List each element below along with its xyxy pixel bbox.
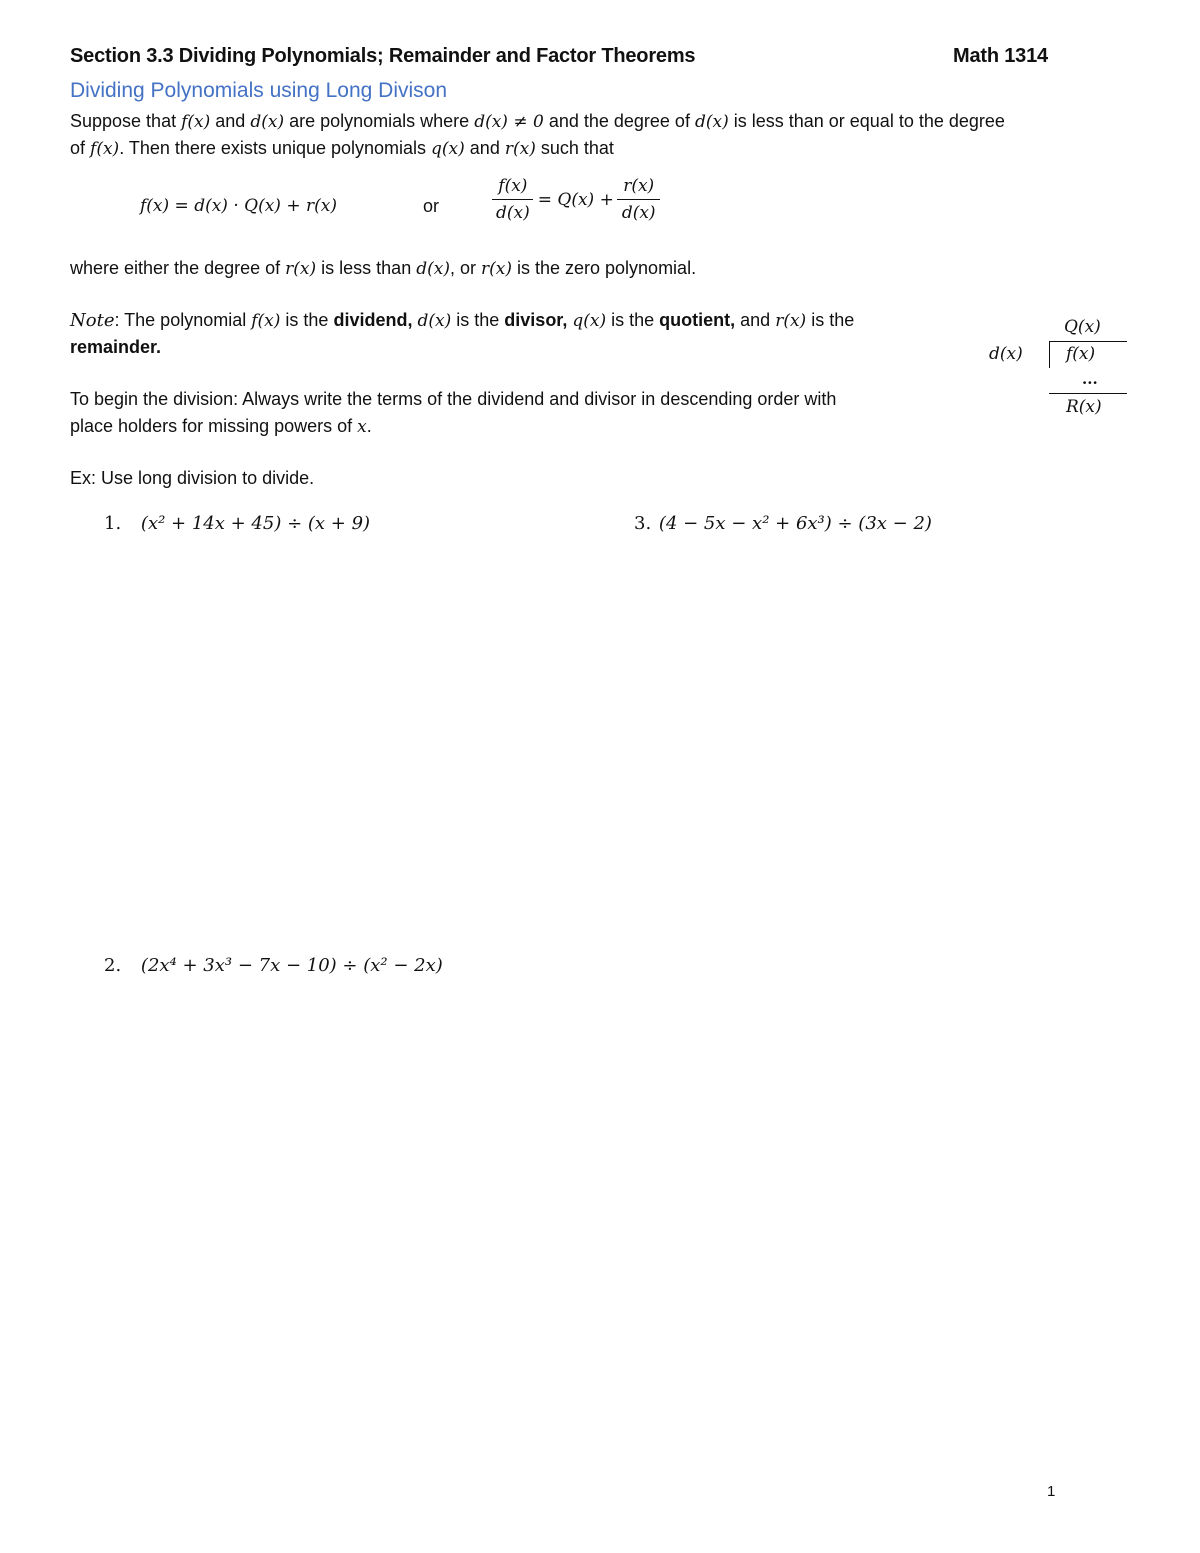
diagram-dots: ...: [1082, 370, 1098, 388]
math-r: r(x): [504, 139, 536, 159]
begin-text: place holders for missing powers of: [70, 416, 353, 436]
note-text: is the: [456, 310, 500, 330]
note-text: and: [740, 310, 771, 330]
where-text: where either the degree of: [70, 258, 281, 278]
math-r: r(x): [285, 259, 317, 279]
problem-number: 2.: [104, 955, 122, 976]
math-f: f(x): [251, 311, 281, 331]
note-text: is the: [285, 310, 329, 330]
term-divisor: divisor,: [504, 310, 568, 330]
where-text: is the zero polynomial.: [516, 258, 697, 278]
example-label: Ex: Use long division to divide.: [70, 468, 315, 488]
term-remainder: remainder.: [70, 337, 162, 357]
math-d: d(x): [250, 112, 285, 132]
problem-2: [104, 955, 443, 976]
fraction-equation: [490, 176, 662, 223]
intro-line-2: [70, 138, 614, 159]
note-label: Note: [70, 310, 115, 331]
division-equation: f(x) = d(x) · Q(x) + r(x): [140, 196, 337, 216]
math-x: x: [357, 417, 367, 437]
note-text: is the: [811, 310, 855, 330]
fraction-numerator: f(x): [492, 176, 533, 200]
math-r: r(x): [775, 311, 807, 331]
math-d: d(x): [416, 259, 450, 279]
intro-text: Suppose that: [70, 111, 177, 131]
where-line: [70, 258, 696, 279]
quotient-bar: [1049, 341, 1127, 342]
fraction-denominator: d(x): [496, 203, 530, 223]
intro-text: of: [70, 138, 86, 158]
where-text: , or: [449, 258, 476, 278]
remainder-bar: [1049, 393, 1127, 394]
intro-line-1: [70, 111, 1005, 132]
section-subtitle: Dividing Polynomials using Long Divison: [70, 79, 448, 102]
diagram-dividend: f(x): [1066, 344, 1096, 364]
math-d: d(x): [694, 112, 729, 132]
problem-number: 1.: [104, 513, 122, 534]
intro-text: is less than or equal to the degree: [733, 111, 1005, 131]
math-f: f(x): [181, 112, 211, 132]
term-dividend: dividend,: [333, 310, 413, 330]
math-condition: d(x) ≠ 0: [474, 112, 544, 132]
fraction-denominator: d(x): [621, 203, 656, 223]
math-f: f(x): [90, 139, 120, 159]
page-title: Section 3.3 Dividing Polynomials; Remainder and Factor Theorems: [70, 45, 696, 67]
course-label: Math 1314: [953, 45, 1048, 67]
note-text: is the: [611, 310, 655, 330]
or-label: or: [423, 196, 440, 216]
begin-line-1: To begin the division: Always write the terms of the dividend and divisor in descending order with: [70, 389, 837, 409]
note-text: : The polynomial: [114, 310, 247, 330]
begin-line-2: [70, 416, 372, 437]
math-q: q(x): [572, 311, 607, 331]
intro-text: such that: [540, 138, 614, 158]
intro-text: . Then there exists unique polynomials: [119, 138, 427, 158]
intro-text: and the degree of: [548, 111, 690, 131]
diagram-divisor: d(x): [989, 344, 1023, 364]
note-line-1: [70, 310, 854, 331]
problem-3: [634, 513, 932, 534]
fraction-middle: = Q(x) +: [537, 189, 614, 210]
problem-expression: (4 − 5x − x² + 6x³) ÷ (3x − 2): [658, 513, 932, 534]
begin-text: .: [366, 416, 372, 436]
problem-number: 3.: [634, 513, 652, 534]
intro-text: and: [469, 138, 500, 158]
intro-text: are polynomials where: [289, 111, 470, 131]
term-quotient: quotient,: [659, 310, 736, 330]
fraction-f-over-d: [490, 176, 536, 223]
fraction-numerator: r(x): [617, 176, 660, 200]
math-r: r(x): [480, 259, 512, 279]
problem-1: [104, 513, 370, 534]
intro-text: and: [215, 111, 246, 131]
diagram-remainder: R(x): [1066, 397, 1102, 417]
diagram-quotient: Q(x): [1064, 317, 1101, 337]
where-text: is less than: [321, 258, 412, 278]
fraction-r-over-d: [616, 176, 662, 223]
page-number: 1: [1047, 1483, 1056, 1500]
problem-expression: (2x⁴ + 3x³ − 7x − 10) ÷ (x² − 2x): [140, 955, 443, 976]
math-d: d(x): [417, 311, 452, 331]
division-bracket: [1049, 341, 1050, 368]
math-q: q(x): [431, 139, 465, 159]
problem-expression: (x² + 14x + 45) ÷ (x + 9): [140, 513, 371, 534]
